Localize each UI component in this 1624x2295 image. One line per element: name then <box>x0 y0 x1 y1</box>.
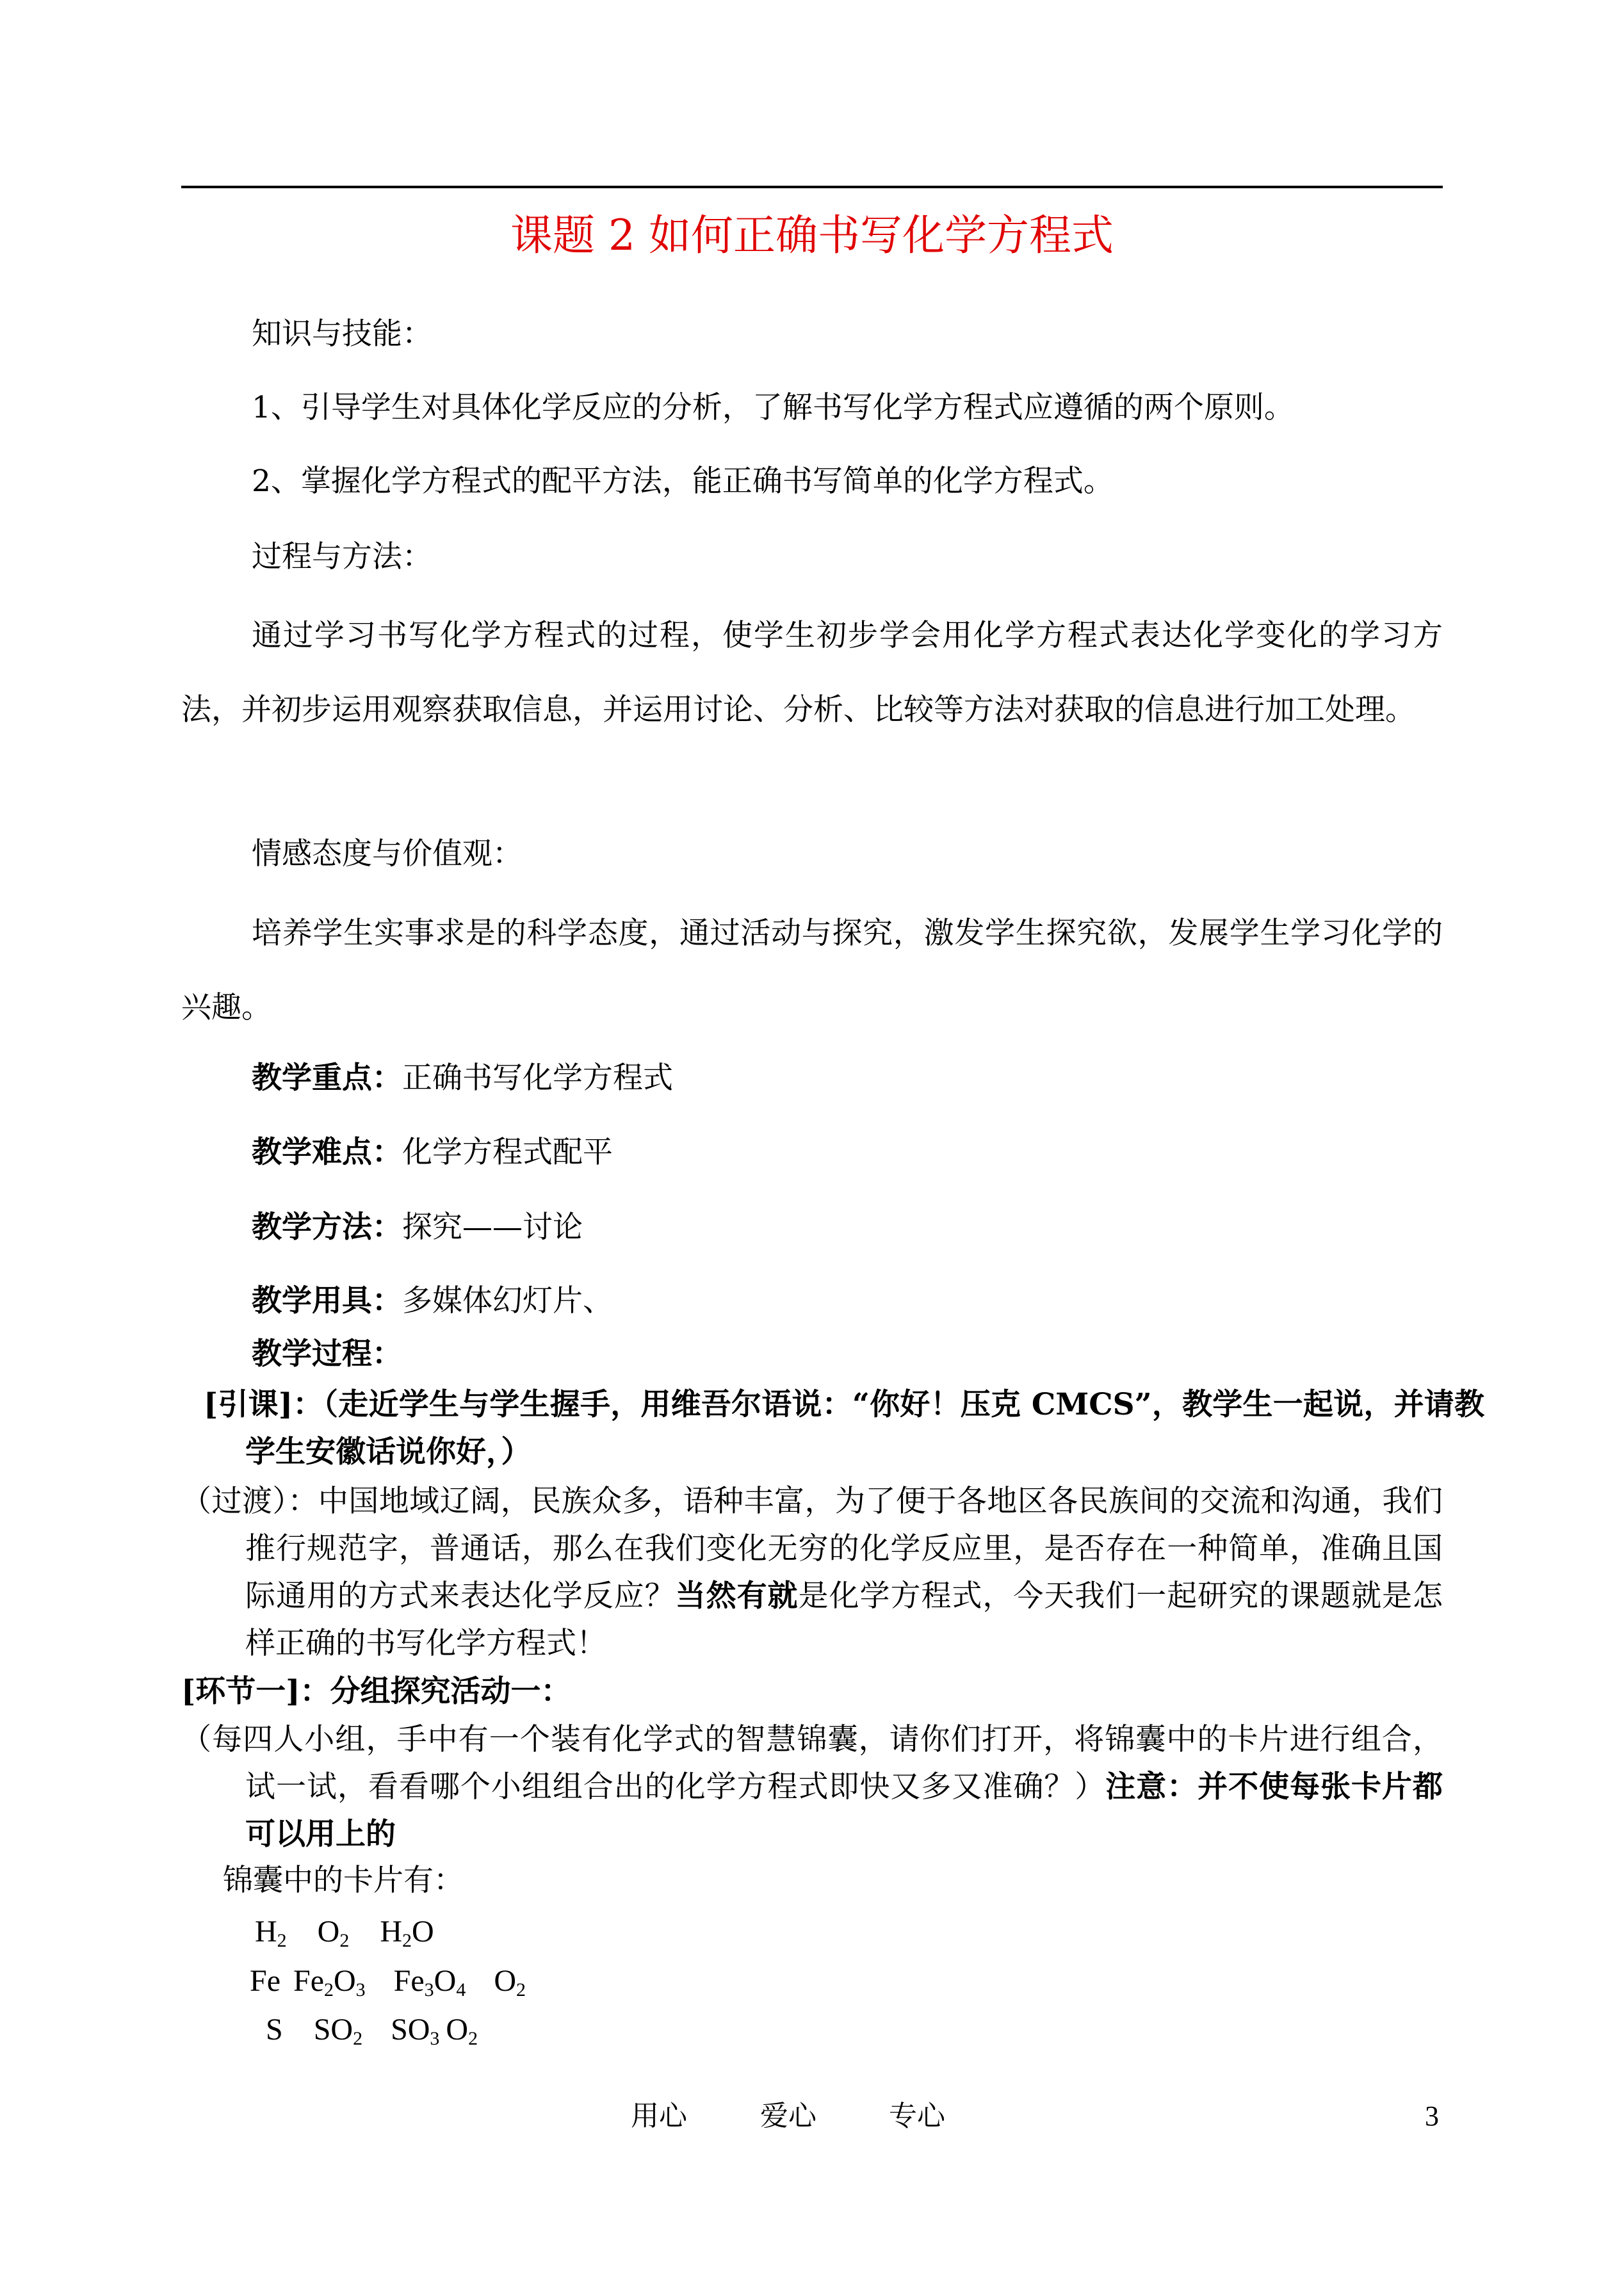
card-so2: $SO_2$ <box>313 2013 363 2049</box>
process-heading: 过程与方法： <box>252 539 432 574</box>
card-fe: Fe <box>250 1964 280 1998</box>
card-fe2o3: $Fe_2O_3$ <box>293 1964 366 2000</box>
card-fe3o4: $Fe_3O_4$ <box>393 1964 466 2000</box>
card-so3: $SO_3$ <box>391 2013 440 2049</box>
transition-bold: 当然有就 <box>675 1578 799 1614</box>
footer-motto-1: 用心 <box>631 2100 687 2132</box>
teaching-focus <box>252 1058 673 1099</box>
teaching-tools <box>252 1281 613 1322</box>
card-o2: $O_2$ <box>317 1915 350 1951</box>
transition-text-b: 是化学方程式，今天我们一起研究的课题就是怎样正确的书写化学方程式！ <box>245 1578 1443 1661</box>
knowledge-item-1: 1、引导学生对具体化学反应的分析，了解书写化学方程式应遵循的两个原则。 <box>252 390 1294 425</box>
lesson-intro: [引课]：（走近学生与学生握手，用维吾尔语说：“你好！压克 CMCS”，教学生一起说，并请教学生安徽话说你好，） <box>204 1387 1484 1470</box>
teaching-difficulty-value: 化学方程式配平 <box>402 1135 613 1170</box>
card-o2-row2: $O_2$ <box>494 1964 526 2000</box>
teaching-tools-label: 教学用具： <box>252 1283 402 1318</box>
teaching-process-label: 教学过程： <box>252 1336 402 1372</box>
teaching-method-value: 探究——讨论 <box>402 1210 583 1245</box>
card-h2o: $H_2O$ <box>380 1915 434 1951</box>
teaching-method <box>252 1207 583 1248</box>
section1-heading: [环节一]：分组探究活动一： <box>181 1674 571 1709</box>
teaching-difficulty-label: 教学难点： <box>252 1135 402 1170</box>
emotion-paragraph: 培养学生实事求是的科学态度，通过活动与探究，激发学生探究欲，发展学生学习化学的兴趣。 <box>181 916 1443 1025</box>
cards-row-1 <box>255 1911 434 1952</box>
transition-text-a: （过渡）：中国地域辽阔，民族众多，语种丰富，为了便于各地区各民族间的交流和沟通，我们推行规范字，普通话，那么在我们变化无穷的化学反应里，是否存在一种简单，准确且国际通用的方式来表达化学反应？ <box>181 1484 1443 1614</box>
footer-motto-2: 爱心 <box>760 2100 816 2132</box>
teaching-method-label: 教学方法： <box>252 1210 402 1245</box>
footer-motto-3: 专心 <box>889 2100 945 2132</box>
emotion-heading: 情感态度与价值观： <box>252 836 523 872</box>
lesson-activity-body <box>181 1716 1443 1858</box>
lesson-transition <box>181 1478 1443 1667</box>
process-paragraph: 通过学习书写化学方程式的过程，使学生初步学会用化学方程式表达化学变化的学习方法，并初步运用观察获取信息，并运用讨论、分析、比较等方法对获取的信息进行加工处理。 <box>181 618 1443 727</box>
page-title: 课题 2 如何正确书写化学方程式 <box>510 211 1114 260</box>
card-o2-row3: $O_2$ <box>446 2013 478 2049</box>
teaching-focus-label: 教学重点： <box>252 1060 402 1096</box>
cards-row-3 <box>266 2009 478 2050</box>
lesson-activity <box>181 1716 1443 1858</box>
cards-label: 锦囊中的卡片有： <box>223 1863 464 1898</box>
teaching-focus-value: 正确书写化学方程式 <box>402 1060 673 1096</box>
lesson-transition-body <box>181 1478 1443 1667</box>
card-h2: $H_2$ <box>255 1915 287 1951</box>
header-rule <box>181 186 1443 188</box>
activity-note: 注意：并不使每张卡片都可以用上的 <box>245 1769 1443 1852</box>
teaching-tools-value: 多媒体幻灯片、 <box>402 1283 613 1318</box>
knowledge-heading: 知识与技能： <box>252 316 432 352</box>
card-s: S <box>266 2013 283 2047</box>
activity-text: （每四人小组，手中有一个装有化学式的智慧锦囊，请你们打开，将锦囊中的卡片进行组合，试一试，看看哪个小组组合出的化学方程式即快又多又准确？） <box>181 1722 1443 1804</box>
cards-row-2 <box>250 1961 526 2002</box>
page-number: 3 <box>1425 2100 1439 2132</box>
teaching-difficulty <box>252 1132 613 1173</box>
knowledge-item-2: 2、掌握化学方程式的配平方法，能正确书写简单的化学方程式。 <box>252 464 1114 499</box>
